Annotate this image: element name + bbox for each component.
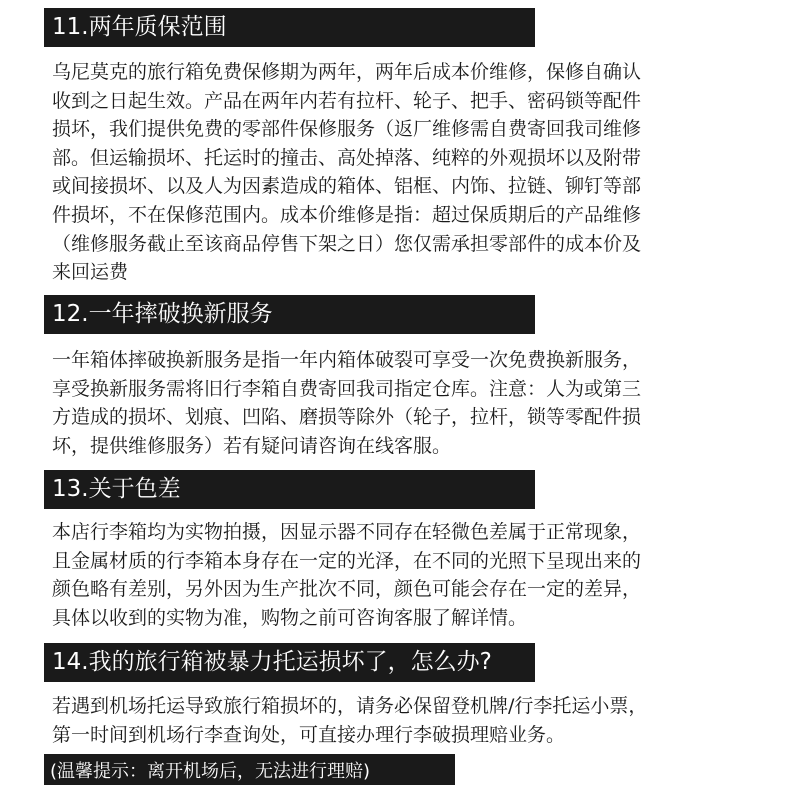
section-13-line: 且金属材质的行李箱本身存在一定的光泽，在不同的光照下呈现出来的 [52,549,642,572]
section-14-heading [44,643,535,682]
section-14-line: 若遇到机场托运导致旅行箱损坏的，请务必保留登机牌/行李托运小票， [52,695,648,717]
section-13-title: 13.关于色差 [52,476,181,502]
section-12-line: 方造成的损坏、划痕、凹陷、磨损等除外（轮子，拉杆，锁等零配件损 [52,406,642,429]
section-12-title: 12.一年摔破换新服务 [52,301,273,327]
section-11-line: 或间接损坏、以及人为因素造成的箱体、铝框、内饰、拉链、铆钉等部 [52,175,642,198]
section-13-line: 颜色略有差别，另外因为生产批次不同，颜色可能会存在一定的差异， [52,578,642,601]
section-11-line: 损坏，我们提供免费的零部件保修服务（返厂维修需自费寄回我司维修 [52,118,642,141]
section-11-body [52,58,742,287]
section-13-line: 本店行李箱均为实物拍摄，因显示器不同存在轻微色差属于正常现象， [52,521,642,543]
section-11-title: 11.两年质保范围 [52,14,227,40]
section-11-line: 来回运费 [52,261,129,284]
section-11-line: 收到之日起生效。产品在两年内若有拉杆、轮子、把手、密码锁等配件 [52,89,642,112]
section-11-line: 乌尼莫克的旅行箱免费保修期为两年，两年后成本价维修，保修自确认 [52,61,642,83]
section-14-body [52,692,742,749]
section-12-heading [44,295,535,334]
section-13-body [52,518,742,632]
warm-tip-text: (温馨提示：离开机场后，无法进行理赔) [50,760,371,782]
section-12-body [52,346,742,460]
section-12-line: 享受换新服务需将旧行李箱自费寄回我司指定仓库。注意：人为或第三 [52,377,642,400]
section-11-line: 件损坏，不在保修范围内。成本价维修是指：超过保质期后的产品维修 [52,203,642,226]
section-11-line: 部。但运输损坏、托运时的撞击、高处掉落、纯粹的外观损坏以及附带 [52,146,642,169]
section-11-line: （维修服务截止至该商品停售下架之日）您仅需承担零部件的成本价及 [52,232,642,255]
section-13-heading [44,470,535,509]
section-14-line: 第一时间到机场行李查询处，可直接办理行李破损理赔业务。 [52,723,566,746]
section-13-line: 具体以收到的实物为准，购物之前可咨询客服了解详情。 [52,606,528,629]
section-12-line: 一年箱体摔破换新服务是指一年内箱体破裂可享受一次免费换新服务， [52,349,642,371]
section-12-line: 坏，提供维修服务）若有疑问请咨询在线客服。 [52,434,452,457]
section-11-heading [44,8,535,47]
section-14-title: 14.我的旅行箱被暴力托运损坏了，怎么办? [52,649,492,675]
warm-tip-note [44,754,455,785]
